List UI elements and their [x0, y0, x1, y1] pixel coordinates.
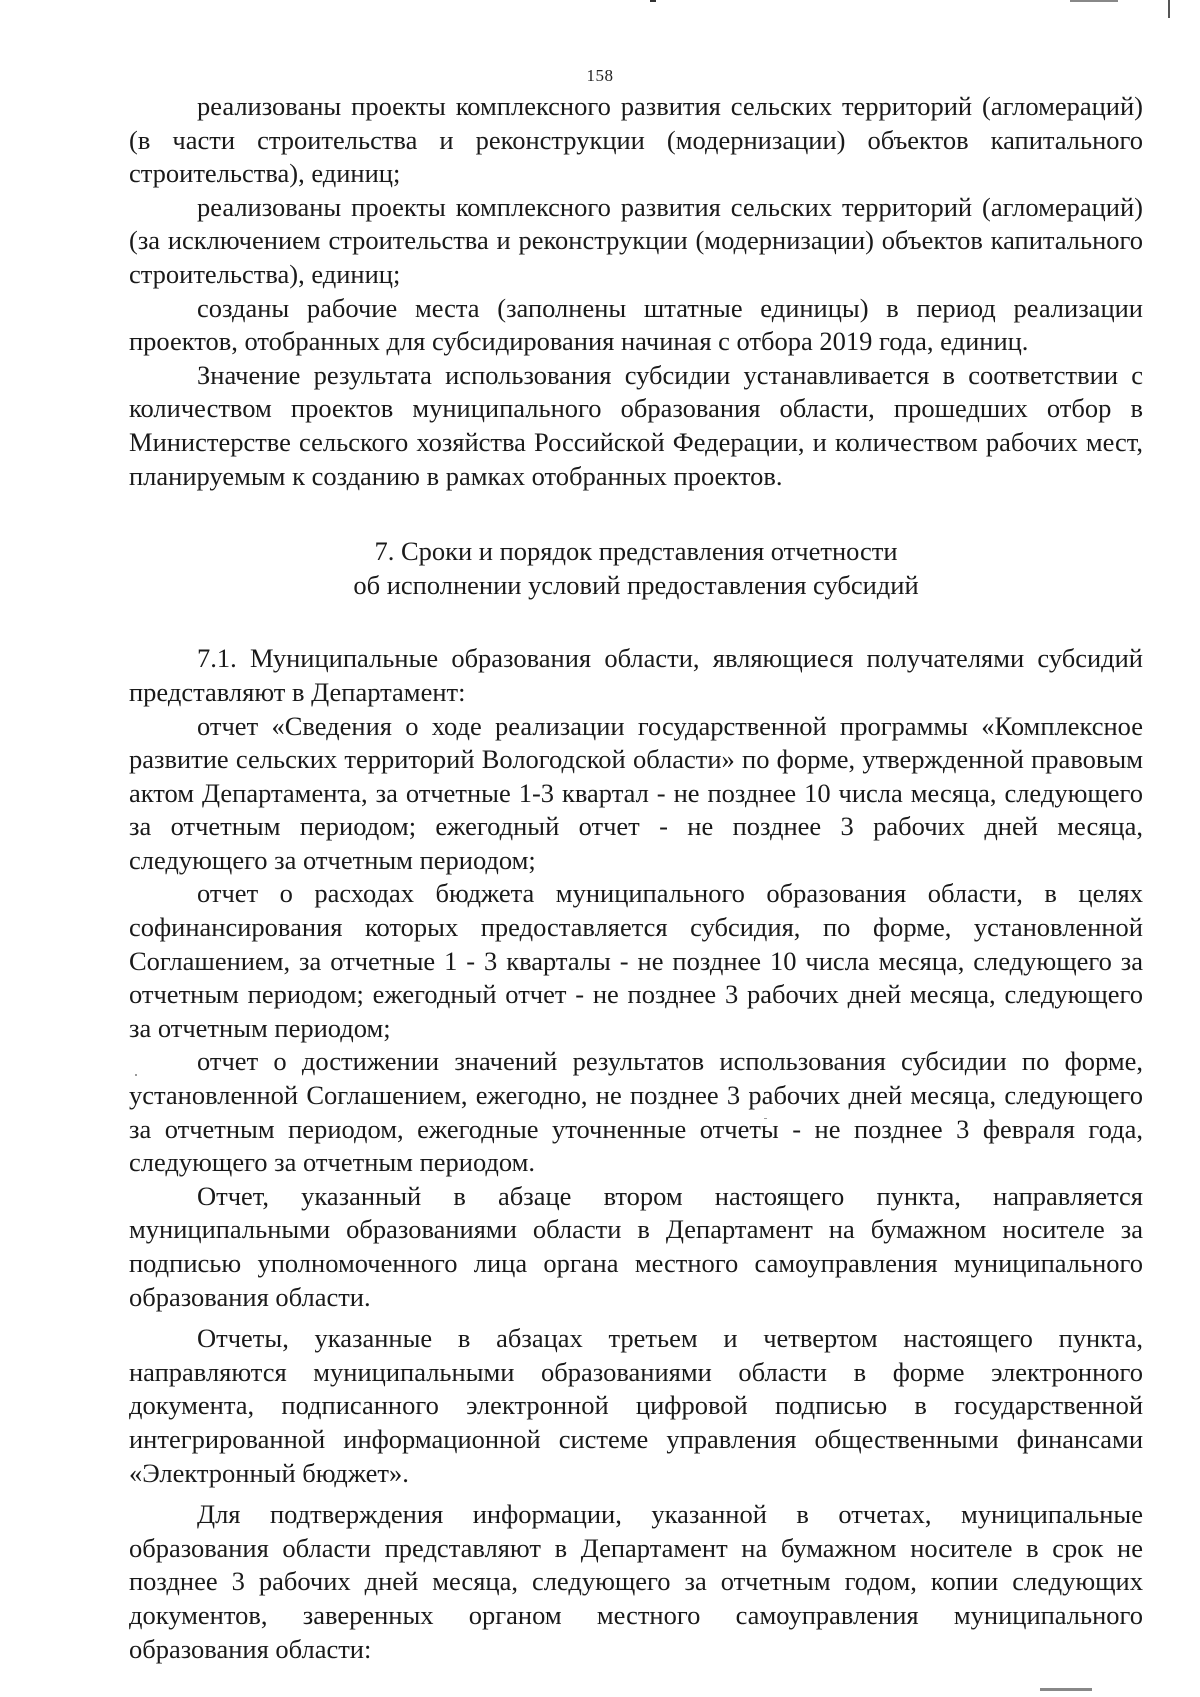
paragraph: отчет «Сведения о ходе реализации государственной программы «Комплексное развитие сельских территорий Вологодской области» по форме, утвержденной правовым актом Департамента, за отчетные 1-3 квартал - не позднее 10 числа месяца, следующего за отчетным периодом; ежегодный отчет - не позднее 3 рабочих дней месяца, следующего за отчетным периодом;: [129, 710, 1143, 875]
paragraph: Отчет, указанный в абзаце втором настоящего пункта, направляется муниципальными образованиями области в Департамент на бумажном носителе за подписью уполномоченного лица органа местного самоуправления муниципального образования области.: [129, 1180, 1143, 1312]
section-heading-line: об исполнении условий предоставления субсидий: [353, 569, 919, 600]
paragraph: отчет о расходах бюджета муниципального образования области, в целях софинансирования которых предоставляется субсидия, по форме, установленной Соглашением, за отчетные 1 - 3 кварталы - не позднее 10 числа месяца, следующего за отчетным периодом; ежегодный отчет - не позднее 3 рабочих дней месяца, следующего за отчетным периодом;: [129, 878, 1143, 1043]
paragraph: реализованы проекты комплексного развития сельских территорий (агломераций) (за исключением строительства и реконструкции (модернизации) объектов капитального строительства), единиц;: [129, 191, 1143, 289]
section-heading-line: 7. Сроки и порядок представления отчетности: [374, 536, 898, 567]
paragraph: реализованы проекты комплексного развития сельских территорий (агломераций) (в части строительства и реконструкции (модернизации) объектов капитального строительства), единиц;: [129, 91, 1143, 189]
paragraph: созданы рабочие места (заполнены штатные единицы) в период реализации проектов, отобранных для субсидирования начиная с отбора 2019 года, единиц.: [129, 292, 1143, 357]
scan-artifact: [1070, 0, 1118, 2]
scan-artifact: [1168, 0, 1170, 18]
section-heading: [129, 535, 1143, 602]
document-body: [129, 90, 1143, 1666]
paragraph: 7.1. Муниципальные образования области, являющиеся получателями субсидий представляют в Департамент:: [129, 643, 1143, 707]
scan-artifact: [650, 0, 656, 2]
paragraph: отчет о достижении значений результатов использования субсидии по форме, установленной Соглашением, ежегодно, не позднее 3 рабочих дней месяца, следующего за отчетным периодом, ежегодные уточненные отчеты - не позднее 3 февраля года, следующего за отчетным периодом.: [129, 1046, 1143, 1178]
paragraph: Отчеты, указанные в абзацах третьем и четвертом настоящего пункта, направляются муниципальными образованиями области в форме электронного документа, подписанного электронной цифровой подписью в государственной интегрированной информационной системе управления общественными финансами «Электронный бюджет».: [129, 1323, 1143, 1488]
paragraph: Значение результата использования субсидии устанавливается в соответствии с количеством проектов муниципального образования области, прошедших отбор в Министерстве сельского хозяйства Российской Федерации, и количеством рабочих мест, планируемым к созданию в рамках отобранных проектов.: [129, 359, 1143, 491]
page-number: 158: [586, 66, 614, 85]
paragraph: Для подтверждения информации, указанной в отчетах, муниципальные образования области представляют в Департамент на бумажном носителе в срок не позднее 3 рабочих дней месяца, следующего за отчетным годом, копии следующих документов, заверенных органом местного самоуправления муниципального образования области:: [129, 1499, 1143, 1664]
scan-artifact: [1040, 1688, 1092, 1691]
